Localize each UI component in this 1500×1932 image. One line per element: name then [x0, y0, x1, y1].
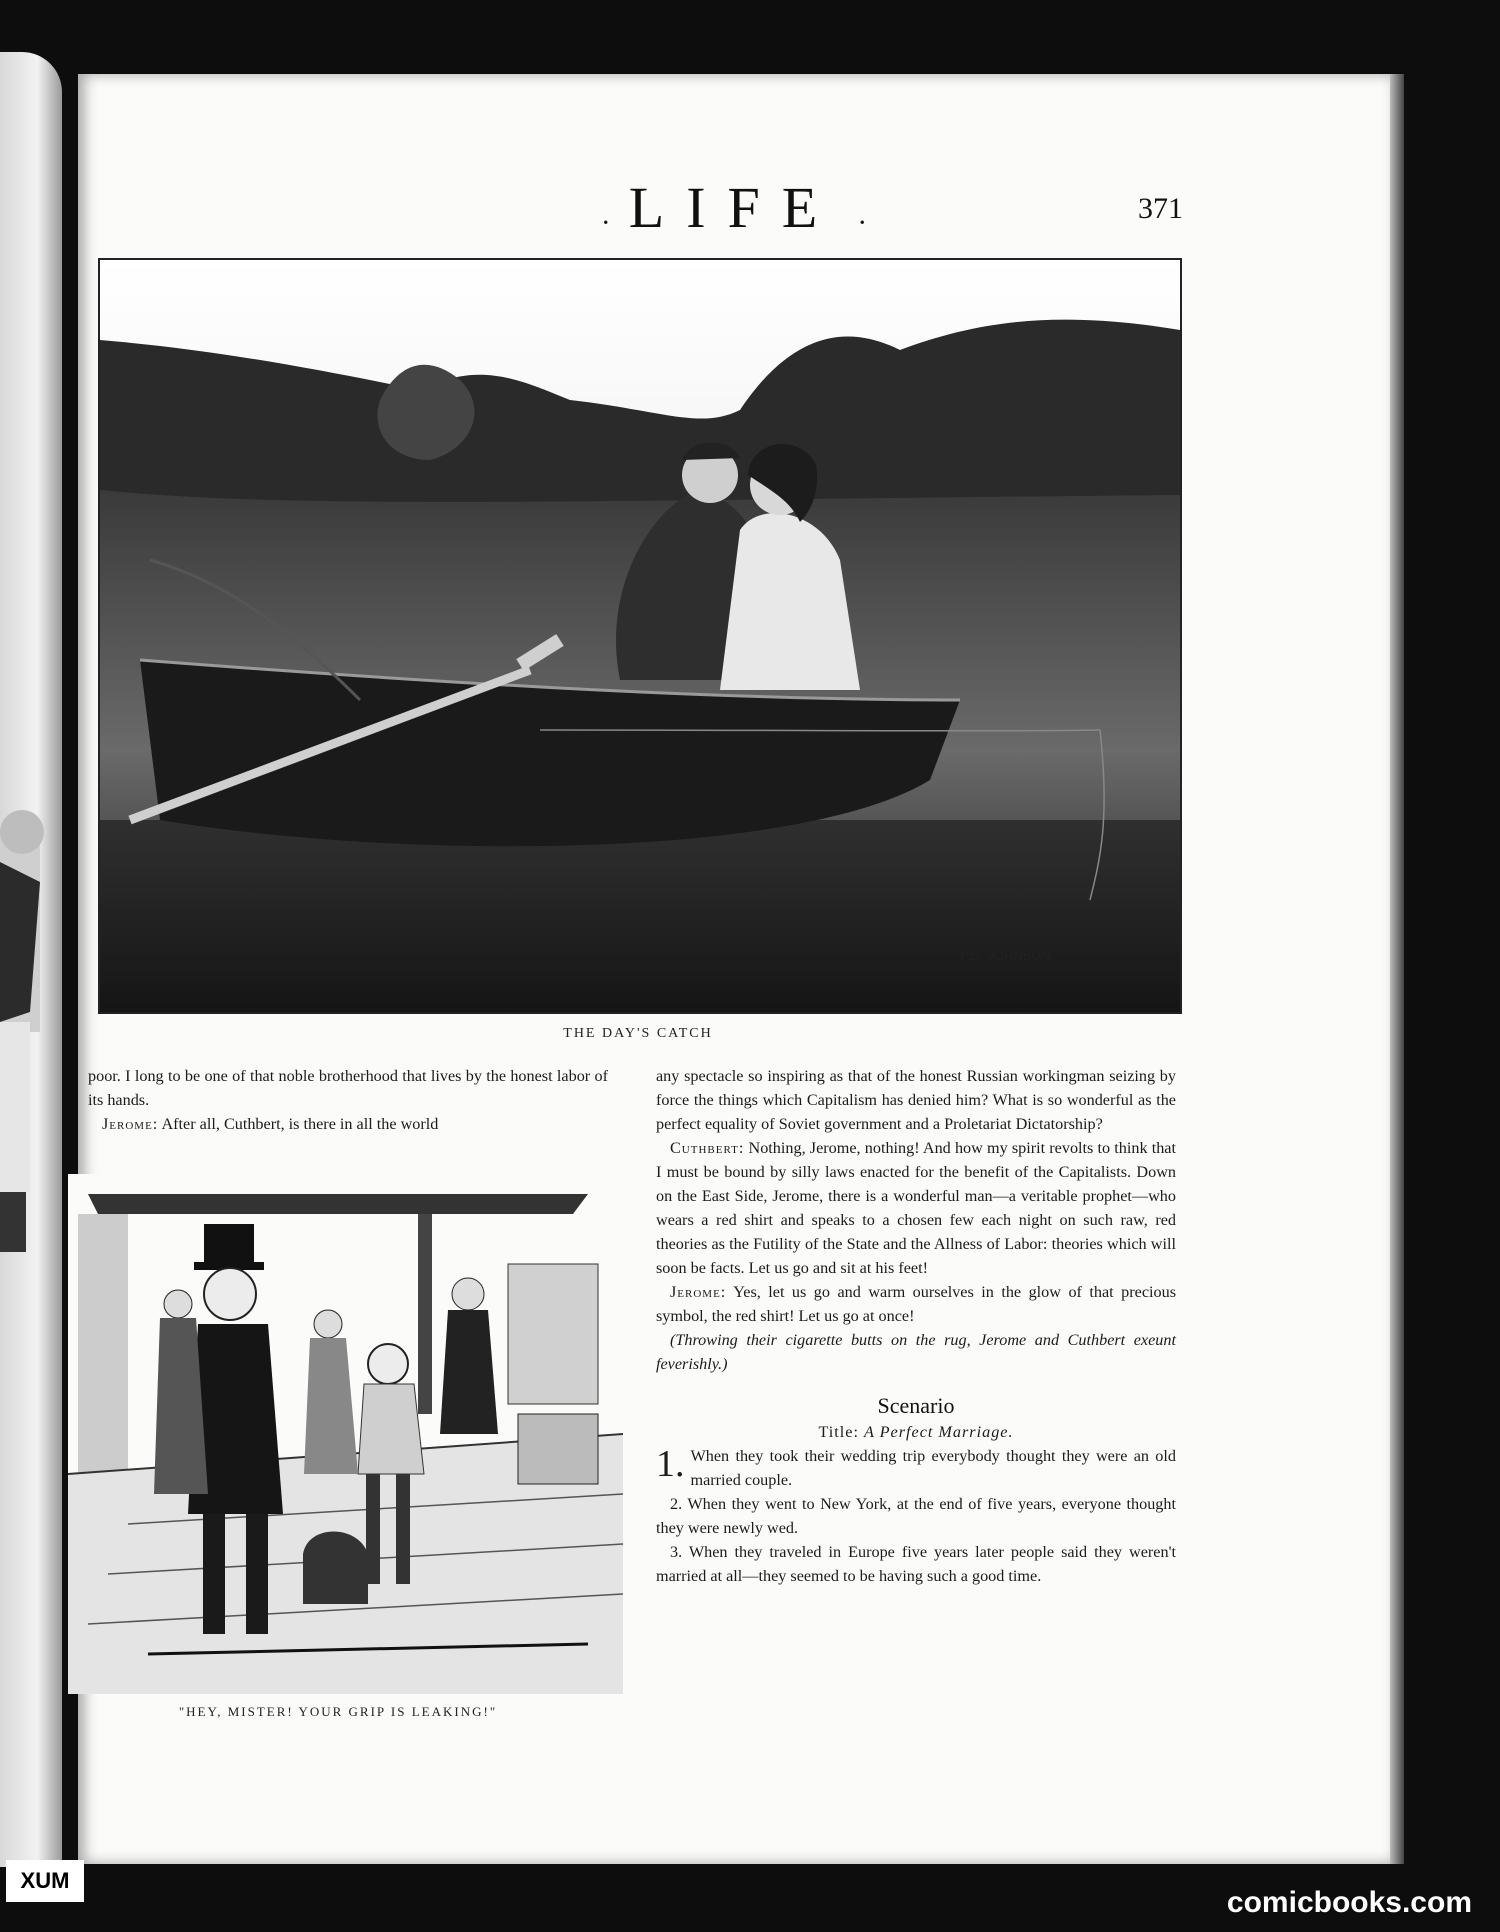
left-paragraph-text: After all, Cuthbert, is there in all the world — [158, 1115, 439, 1133]
right-paragraph-text: Yes, let us go and warm ourselves in the glow of that precious symbol, the red shirt! Let us go at once! — [656, 1283, 1176, 1325]
speaker-jerome: Jerome: — [102, 1115, 159, 1133]
magazine-page — [78, 74, 1390, 1864]
left-column — [88, 1064, 608, 1136]
stage-direction: (Throwing their cigarette butts on the rug, Jerome and Cuthbert exeunt feverishly.) — [656, 1331, 1176, 1373]
scenario-item-1-number: 1. — [656, 1443, 685, 1485]
scenario-item-3-number: 3. — [670, 1543, 683, 1561]
facing-page-edge — [0, 52, 62, 1867]
scenario-item-2-number: 2. — [670, 1495, 683, 1513]
scenario-item-2 — [656, 1492, 1176, 1540]
boat-scene-drawing — [100, 260, 1180, 1012]
left-paragraph-jerome — [88, 1112, 608, 1136]
scenario-title-text: A Perfect Marriage. — [864, 1423, 1014, 1441]
scenario-item-1-text: When they took their wedding trip everybody thought they were an old married couple. — [690, 1447, 1176, 1489]
scenario-heading: Scenario — [877, 1393, 955, 1418]
page-edge-shadow — [1390, 74, 1404, 1864]
left-paragraph: poor. I long to be one of that noble brotherhood that lives by the honest labor of its hands. — [88, 1067, 608, 1109]
masthead — [78, 174, 1390, 241]
page-number: 371 — [1138, 192, 1183, 225]
right-column — [656, 1064, 1176, 1588]
inset-illustration-caption: "HEY, MISTER! YOUR GRIP IS LEAKING!" — [178, 1704, 498, 1719]
main-illustration — [98, 258, 1182, 1014]
right-paragraph: any spectacle so inspiring as that of the honest Russian workingman seizing by force the things which Capitalism has denied him? What is so wonderful as the perfect equality of Soviet government and a Proletariat Dictatorship? — [656, 1067, 1176, 1133]
right-paragraph-text: Nothing, Jerome, nothing! And how my spirit revolts to think that I must be bound by silly laws enacted for the benefit of the Capitalists. Down on the East Side, Jerome, there is a wonderful man—a veritable prophet—who wears a red shirt and speaks to a chosen few each night on such raw, red theories as the Futility of the State and the Allness of Labor: theories which will soon be facts. Let us go and sit at his feet! — [656, 1139, 1176, 1277]
speaker-jerome: Jerome: — [670, 1283, 727, 1301]
site-watermark: comicbooks.com — [1226, 1886, 1472, 1919]
main-illustration-caption: THE DAY'S CATCH — [563, 1026, 713, 1041]
scenario-item-3-text: When they traveled in Europe five years later people said they weren't married at all—they seemed to be having such a good time. — [656, 1543, 1176, 1585]
station-scene-drawing — [68, 1174, 623, 1694]
illustration-signature: P.D. JOHNSON — [960, 948, 1051, 963]
scenario-item-1 — [656, 1444, 1176, 1492]
masthead-dot: · — [600, 206, 611, 240]
masthead-dot: · — [857, 206, 868, 240]
facing-page-illustration-fragment — [0, 772, 58, 1292]
inset-illustration — [68, 1174, 623, 1694]
scenario-item-2-text: When they went to New York, at the end of five years, everyone thought they were newly wed. — [656, 1495, 1176, 1537]
speaker-cuthbert: Cuthbert: — [670, 1139, 745, 1157]
scenario-item-3 — [656, 1540, 1176, 1588]
right-paragraph-cuthbert — [656, 1136, 1176, 1280]
right-paragraph-jerome — [656, 1280, 1176, 1328]
scenario-title — [656, 1420, 1176, 1444]
masthead-title: LIFE — [628, 175, 840, 240]
xum-badge: XUM — [6, 1860, 84, 1902]
scenario-title-label: Title: — [818, 1423, 859, 1441]
